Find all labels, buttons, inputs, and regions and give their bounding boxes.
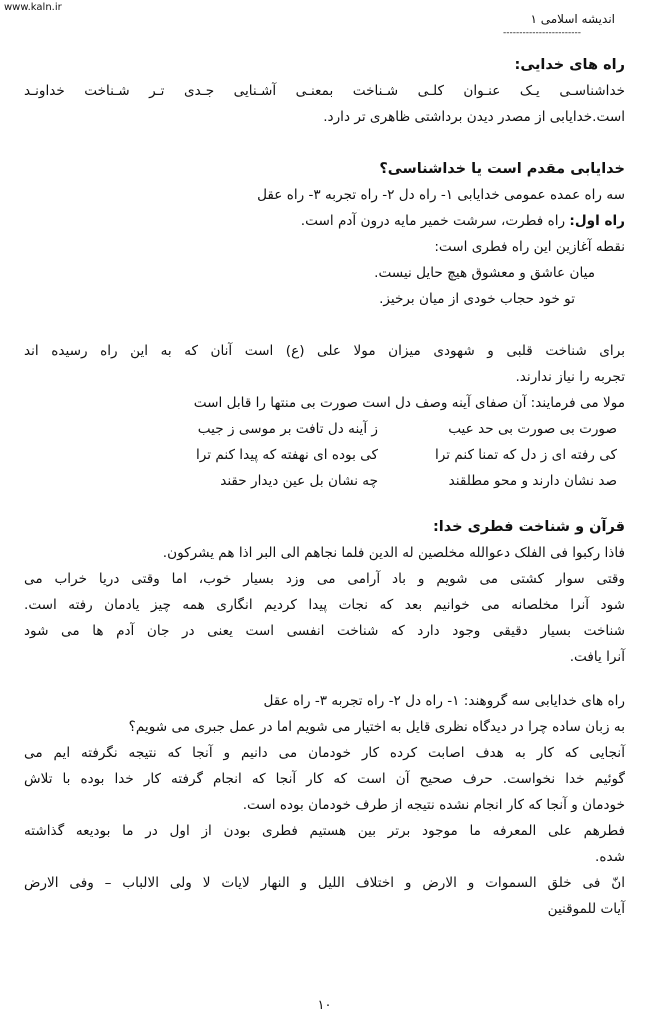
- site-url: www.kaln.ir: [4, 2, 62, 13]
- page-number: ۱۰: [317, 998, 332, 1013]
- verse-row: [24, 468, 625, 494]
- section-title-priority: خدایابی مقدم است یا خداشناسی؟: [379, 161, 625, 177]
- paragraph-line: آیات للموقنین: [547, 901, 625, 917]
- section-title-paths: راه های خدایی:: [514, 57, 625, 73]
- paragraph-line: [24, 208, 625, 234]
- paragraph-line: گوئیم خدا نخواست. حرف صحیح آن است که کار آنجا که انجام گرفته کار خدا بوده با تلاش: [24, 771, 625, 787]
- paragraph-line: شناخت بسیار دقیقی وجود دارد که شناخت انفسی است یعنی در جان آدم ها می شود: [24, 623, 625, 639]
- paragraph-line: سه راه عمده عمومی خدایابی ۱- راه دل ۲- راه تجربه ۳- راه عقل: [257, 187, 625, 203]
- paragraph-line: فاذا رکبوا فی الفلک دعوالله مخلصین له الدین فلما نجاهم الی البر اذا هم یشرکون.: [162, 545, 625, 561]
- verse-second-hemistich: ز آینه دل تافت بر موسی ز جیب: [197, 421, 378, 437]
- paragraph-line: فطرهم علی المعرفه ما موجود برتر بین هستیم فطری بودن از اول در ما بودیعه گذاشته: [24, 823, 625, 839]
- poem-line: میان عاشق و معشوق هیچ حایل نیست.: [374, 265, 595, 281]
- book-title: اندیشه اسلامی ۱: [530, 12, 615, 26]
- paragraph-line: آنرا یافت.: [569, 649, 625, 665]
- first-path-label: راه اول:: [569, 213, 625, 229]
- paragraph-line: تجربه را نیاز ندارند.: [515, 369, 625, 385]
- verse-row: [24, 416, 625, 442]
- verse-first-hemistich: کی رفته ای ز دل که تمنا کنم ترا: [434, 447, 617, 463]
- paragraph-line: وقتی سوار کشتی می شویم و باد آرامی می وزد بسیار خوب، اما وقتی دریا خراب می: [24, 571, 625, 587]
- verse-second-hemistich: چه نشان بل عین دیدار حقند: [220, 473, 378, 489]
- paragraph-line: آنجایی که کار به هدف اصابت کرده کار خودمان می دانیم و آنجا که نتیجه نگرفته ایم می: [24, 745, 625, 761]
- paragraph-line: شده.: [595, 849, 625, 865]
- verse-first-hemistich: صورت بی صورت بی حد عیب: [448, 421, 617, 437]
- poem-line: تو خود حجاب خودی از میان برخیز.: [379, 291, 575, 307]
- paragraph-line: است.خدایابی از مصدر دیدن برداشتی ظاهری تر دارد.: [323, 109, 625, 125]
- verse-row: [24, 442, 625, 468]
- verse-first-hemistich: صد نشان دارند و محو مطلقند: [448, 473, 617, 489]
- paragraph-line: انّ فی خلق السموات و الارض و اختلاف اللیل و النهار لایات لا ولی الالباب – وفی الارض: [24, 875, 625, 891]
- paragraph-line: خداشناسـی یـک عنـوان کلـی شـناخت بمعنـی آشـنایی جـدی تـر شـناخت خداونـد: [24, 83, 625, 99]
- paragraph-line: شود آنرا مخلصانه می خوانیم بعد که نجات پیدا کردیم انگاری همه چیز یادمان رفته است.: [24, 597, 625, 613]
- section-title-quran: قرآن و شناخت فطری خدا:: [432, 519, 625, 535]
- first-path-text: راه فطرت، سرشت خمیر مایه درون آدم است.: [300, 213, 570, 229]
- page-body: [24, 52, 625, 922]
- paragraph-line: به زبان ساده چرا در دیدگاه نظری قایل به اختیار می شویم اما در عمل جبری می شویم؟: [128, 719, 625, 735]
- paragraph-line: نقطه آغازین این راه فطری است:: [434, 239, 625, 255]
- paragraph-line: برای شناخت قلبی و شهودی میزان مولا علی (ع) است آنان که به این راه رسیده اند: [24, 343, 625, 359]
- verse-second-hemistich: کی بوده ای نهفته که پیدا کنم ترا: [195, 447, 378, 463]
- paragraph-line: خودمان و آنجا که کار انجام نشده نتیجه از طرف خودمان بوده است.: [242, 797, 625, 813]
- paragraph-line: مولا می فرمایند: آن صفای آینه وصف دل است صورت بی منتها را قابل است: [193, 395, 625, 411]
- header-rule: ------------------------: [503, 28, 581, 38]
- paragraph-line: راه های خدایابی سه گروهند: ۱- راه دل ۲- راه تجربه ۳- راه عقل: [263, 693, 625, 709]
